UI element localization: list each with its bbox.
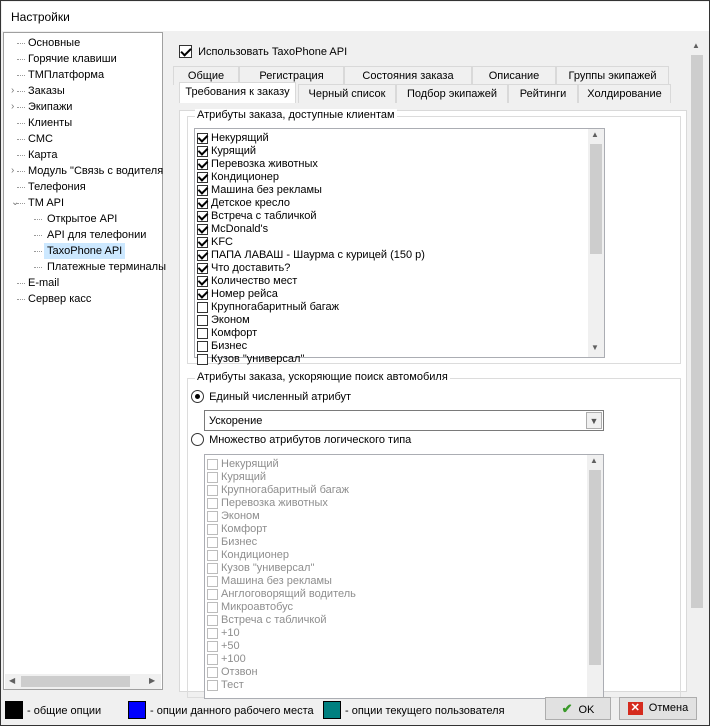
list-item-checkbox[interactable] [207, 654, 218, 665]
list-item-label: Бизнес [211, 340, 248, 352]
tab-active[interactable]: Требования к заказу [179, 82, 296, 103]
list-item-checkbox[interactable] [197, 289, 208, 300]
tree-item[interactable] [4, 195, 162, 211]
tab[interactable]: Описание [472, 66, 556, 85]
tree-connector [17, 107, 25, 108]
list-item-checkbox[interactable] [197, 237, 208, 248]
tree-item-label: TaxoPhone API [44, 243, 125, 259]
tree-item-label: Основные [28, 37, 81, 49]
list-item-label: Перевозка животных [221, 497, 328, 509]
tree-item[interactable] [4, 243, 162, 259]
list-item-label: KFC [211, 236, 233, 248]
list-item[interactable] [207, 497, 328, 510]
list-item-checkbox[interactable] [197, 172, 208, 183]
tree-item[interactable] [4, 179, 162, 195]
main-pane [167, 32, 708, 690]
tree-item[interactable] [4, 275, 162, 291]
list-item-checkbox[interactable] [207, 511, 218, 522]
list-item[interactable] [197, 223, 269, 236]
tree-item[interactable] [4, 227, 162, 243]
list-item[interactable] [207, 536, 258, 549]
list-item[interactable] [207, 588, 356, 601]
list-item-label: Микроавтобус [221, 601, 294, 613]
list-item-checkbox[interactable] [207, 667, 218, 678]
list-item[interactable] [197, 158, 318, 171]
list-item-label: Некурящий [211, 132, 269, 144]
list-item[interactable] [207, 653, 246, 666]
list-item-label: Номер рейса [211, 288, 278, 300]
tab-panel-requirements [179, 110, 687, 692]
list-item[interactable] [207, 575, 332, 588]
radio-multi-logical-row[interactable] [191, 433, 411, 446]
numeric-attribute-combo[interactable] [204, 410, 604, 431]
list-item-checkbox[interactable] [207, 524, 218, 535]
radio-single-numeric[interactable] [191, 390, 204, 403]
list-item[interactable] [207, 458, 279, 471]
tree-connector [34, 235, 42, 236]
list-item-checkbox[interactable] [207, 576, 218, 587]
list-item-checkbox[interactable] [207, 602, 218, 613]
list-item-label: Кондиционер [211, 171, 280, 183]
tree-scroll-thumb[interactable] [21, 676, 130, 687]
scroll-right-icon[interactable]: ▶ [149, 676, 156, 685]
tree-item-label: СМС [28, 133, 53, 145]
list-item[interactable] [197, 301, 339, 314]
legend-swatch-user [323, 701, 341, 719]
legend-swatch-workplace [128, 701, 146, 719]
list-item[interactable] [197, 197, 291, 210]
list-item-checkbox[interactable] [197, 133, 208, 144]
tree-item-label: Экипажи [28, 101, 73, 113]
list-item[interactable] [207, 549, 290, 562]
list-item[interactable] [207, 484, 349, 497]
settings-tree[interactable] [3, 32, 166, 690]
radio-single-numeric-row[interactable] [191, 390, 351, 403]
tree-item-label: Открытое API [47, 213, 118, 225]
list-item[interactable] [197, 171, 280, 184]
list-item-checkbox[interactable] [197, 185, 208, 196]
list-item-checkbox[interactable] [197, 341, 208, 352]
tree-connector [17, 91, 25, 92]
list-item-label: +100 [221, 653, 246, 665]
tree-connector [34, 251, 42, 252]
tree-item[interactable] [4, 35, 162, 51]
scroll-up-icon[interactable]: ▲ [692, 41, 700, 50]
list-item-label: Кузов "универсал" [221, 562, 315, 574]
tab[interactable]: Регистрация [239, 66, 344, 85]
ok-label: OK [578, 704, 595, 716]
tree-item-label: Телефония [28, 181, 86, 193]
tab[interactable]: Рейтинги [508, 84, 578, 103]
tree-item-label: ТМПлатформа [28, 69, 105, 81]
list-item-checkbox[interactable] [197, 302, 208, 313]
list-item-label: Машина без рекламы [221, 575, 332, 587]
tree-item[interactable] [4, 211, 162, 227]
use-api-checkbox[interactable] [179, 45, 192, 58]
list-item-checkbox[interactable] [207, 459, 218, 470]
list-item[interactable] [197, 145, 257, 158]
list-item-label: Бизнес [221, 536, 258, 548]
tree-item[interactable] [4, 83, 162, 99]
list-item[interactable] [197, 314, 250, 327]
legend-user: - опции текущего пользователя [345, 705, 505, 717]
list-item[interactable] [207, 562, 315, 575]
scroll-down-icon[interactable]: ▼ [591, 343, 599, 352]
list-item-label: Перевозка животных [211, 158, 318, 170]
tab[interactable]: Состояния заказа [344, 66, 472, 85]
tree-connector [17, 283, 25, 284]
tree-item-label: TM API [28, 197, 65, 209]
list-item-checkbox[interactable] [207, 550, 218, 561]
use-api-row[interactable] [179, 45, 347, 58]
list-item[interactable] [197, 184, 322, 197]
list-item-checkbox[interactable] [207, 589, 218, 600]
list-item[interactable] [207, 679, 244, 692]
chevron-down-icon[interactable]: ▼ [586, 412, 602, 429]
list-item-label: Курящий [211, 145, 257, 157]
list-item[interactable] [207, 523, 268, 536]
list-item[interactable] [207, 510, 260, 523]
scroll-up-icon[interactable]: ▲ [590, 456, 598, 465]
use-api-label: Использовать TaxoPhone API [198, 45, 348, 58]
checkmark-icon: ✔ [561, 701, 573, 716]
chevron-right-icon[interactable]: › [11, 165, 15, 176]
tree-item-label: E-mail [28, 277, 60, 289]
list-item-label: Крупногабаритный багаж [221, 484, 349, 496]
window-title: Настройки [11, 10, 70, 24]
list-item-label: ПАПА ЛАВАШ - Шаурма с курицей (150 р) [211, 249, 425, 261]
tree-item-label: Платежные терминалы [47, 261, 166, 273]
list-item-label: Что доставить? [211, 262, 291, 274]
list-item-label: Детское кресло [211, 197, 291, 209]
list-item-label: Количество мест [211, 275, 298, 287]
tree-connector [17, 43, 25, 44]
list-item-checkbox[interactable] [207, 472, 218, 483]
chevron-down-icon[interactable]: ⌄ [11, 197, 20, 208]
close-icon: ✕ [628, 702, 643, 715]
tab[interactable]: Холдирование [578, 84, 671, 103]
list-item-label: Встреча с табличкой [211, 210, 317, 222]
legend-workplace: - опции данного рабочего места [150, 705, 314, 717]
list-item-label: Крупногабаритный багаж [211, 301, 339, 313]
list-item-checkbox[interactable] [197, 328, 208, 339]
list-item-label: Тест [221, 679, 244, 691]
main-vertical-scrollbar[interactable] [689, 39, 705, 691]
list-item[interactable] [197, 262, 291, 275]
list-item-checkbox[interactable] [207, 498, 218, 509]
list-item-checkbox[interactable] [197, 198, 208, 209]
chevron-right-icon[interactable]: › [11, 85, 15, 96]
logical-list-scroll-thumb[interactable] [589, 470, 601, 665]
cancel-button[interactable] [619, 697, 697, 720]
list-item-checkbox[interactable] [207, 628, 218, 639]
list-item-label: Отзвон [221, 666, 258, 678]
list-item[interactable] [197, 210, 317, 223]
list-item-checkbox[interactable] [197, 354, 208, 365]
tree-item-label: Клиенты [28, 117, 73, 129]
list-item-label: +50 [221, 640, 240, 652]
list-item-label: Эконом [221, 510, 260, 522]
radio-multi-logical-label: Множество атрибутов логического типа [209, 433, 412, 446]
list-item[interactable] [197, 340, 248, 353]
tree-item[interactable] [4, 67, 162, 83]
list-item[interactable] [197, 353, 305, 366]
list-item-checkbox[interactable] [197, 276, 208, 287]
legend-general: - общие опции [27, 705, 102, 717]
list-item-label: Кузов "универсал" [211, 353, 305, 365]
list-item-label: Кондиционер [221, 549, 290, 561]
list-item-label: Комфорт [211, 327, 258, 339]
tree-connector [17, 187, 25, 188]
list-item-label: Встреча с табличкой [221, 614, 327, 626]
list-item-label: Некурящий [221, 458, 279, 470]
tree-item-label: Заказы [28, 85, 65, 97]
tree-connector [17, 139, 25, 140]
list-item-checkbox[interactable] [197, 250, 208, 261]
chevron-right-icon[interactable]: › [11, 101, 15, 112]
main-scroll-thumb[interactable] [691, 55, 703, 608]
list-item[interactable] [207, 627, 240, 640]
tree-item[interactable] [4, 131, 162, 147]
list-item-checkbox[interactable] [207, 680, 218, 691]
group-search-attributes-title: Атрибуты заказа, ускоряющие поиск автомобиля [197, 371, 448, 383]
list-item-checkbox[interactable] [197, 224, 208, 235]
radio-multi-logical[interactable] [191, 433, 204, 446]
list-item-checkbox[interactable] [197, 211, 208, 222]
tree-connector [17, 299, 25, 300]
list-item-checkbox[interactable] [207, 537, 218, 548]
list-item-label: Комфорт [221, 523, 268, 535]
tab[interactable]: Группы экипажей [556, 66, 669, 85]
tree-horizontal-scrollbar[interactable] [5, 674, 161, 689]
list-item[interactable] [197, 236, 233, 249]
scroll-up-icon[interactable]: ▲ [591, 130, 599, 139]
list-item-checkbox[interactable] [197, 315, 208, 326]
scroll-left-icon[interactable]: ◀ [9, 676, 16, 685]
tree-connector [17, 59, 25, 60]
cancel-label: Отмена [648, 702, 689, 714]
list-item-label: Эконом [211, 314, 250, 326]
list-item[interactable] [207, 640, 240, 653]
tree-item[interactable] [4, 291, 162, 307]
list-item-checkbox[interactable] [197, 146, 208, 157]
list-item-checkbox[interactable] [207, 563, 218, 574]
tab[interactable]: Черный список [298, 84, 396, 103]
list-item[interactable] [197, 327, 258, 340]
tree-connector [34, 219, 42, 220]
radio-single-numeric-label: Единый численный атрибут [209, 390, 352, 403]
list-item[interactable] [207, 471, 267, 484]
list-item-label: +10 [221, 627, 240, 639]
list-item[interactable] [197, 132, 269, 145]
client-attributes-list[interactable] [194, 128, 605, 365]
tree-item-label: API для телефонии [47, 229, 147, 241]
list-item-checkbox[interactable] [207, 485, 218, 496]
numeric-attribute-value: Ускорение [209, 415, 263, 427]
tree-item-label: Модуль "Связь с водителя [28, 165, 164, 177]
tree-connector [17, 203, 25, 204]
list-item[interactable] [207, 614, 327, 627]
ok-button[interactable] [545, 697, 611, 720]
tree-item[interactable] [4, 115, 162, 131]
list-item[interactable] [207, 666, 258, 679]
tab[interactable]: Общие [173, 66, 239, 85]
client-list-scroll-thumb[interactable] [590, 144, 602, 254]
logical-attributes-list[interactable] [204, 454, 604, 699]
tree-connector [17, 123, 25, 124]
logical-list-scrollbar[interactable] [587, 455, 603, 698]
tree-item[interactable] [4, 147, 162, 163]
tree-item[interactable] [4, 99, 162, 115]
list-item[interactable] [197, 288, 278, 301]
group-client-attributes-title: Атрибуты заказа, доступные клиентам [197, 109, 395, 121]
group-client-attributes [187, 109, 681, 365]
tree-item[interactable] [4, 163, 162, 179]
footer-bar [2, 694, 709, 725]
list-item-checkbox[interactable] [207, 615, 218, 626]
group-search-attributes [187, 371, 681, 698]
list-item-label: Англоговорящий водитель [221, 588, 356, 600]
tree-item[interactable] [4, 51, 162, 67]
client-list-scrollbar[interactable] [588, 129, 604, 357]
list-item-label: Машина без рекламы [211, 184, 322, 196]
tree-connector [17, 75, 25, 76]
list-item-label: Курящий [221, 471, 267, 483]
list-item[interactable] [197, 249, 425, 262]
tab[interactable]: Подбор экипажей [396, 84, 508, 103]
tree-item-label: Карта [28, 149, 58, 161]
tree-connector [34, 267, 42, 268]
tree-item-label: Горячие клавиши [28, 53, 117, 65]
list-item[interactable] [207, 601, 294, 614]
list-item-label: McDonald's [211, 223, 269, 235]
tree-item-label: Сервер касс [28, 293, 92, 305]
tree-item[interactable] [4, 259, 166, 275]
tree-connector [17, 155, 25, 156]
tree-connector [17, 171, 25, 172]
list-item-checkbox[interactable] [197, 263, 208, 274]
legend-swatch-general [5, 701, 23, 719]
list-item-checkbox[interactable] [197, 159, 208, 170]
list-item[interactable] [197, 275, 298, 288]
list-item-checkbox[interactable] [207, 641, 218, 652]
title-bar [2, 2, 709, 31]
